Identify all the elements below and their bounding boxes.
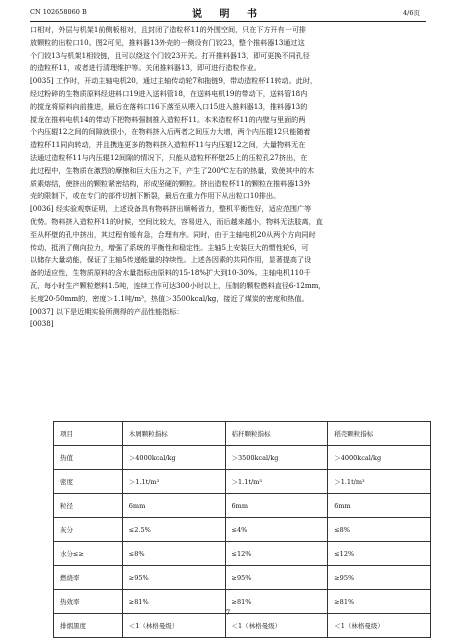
table-row [54,542,431,566]
table-row [54,566,431,590]
table-cell: ＜1（林格曼级） [122,614,225,638]
table-cell: 粒径 [54,494,123,518]
table-cell: 燃烧率 [54,566,123,590]
table-cell: 灰分 [54,518,123,542]
body-line: 至从杯壁的孔中挤出，其过程有缓有急，合理有序。同时，由于主轴电机20从两个方向同时 [30,229,316,239]
table-header-cell: 稻壳颗粒指标 [328,422,431,446]
body-line: 此过程中，生物质在激烈的摩擦和巨大压力之下，产生了200℃左右的热量，致使其中的木 [30,165,314,175]
table-cell: 水分≤≥ [54,542,123,566]
table-cell: ＜1（林格曼级） [328,614,431,638]
page-number: 7 [225,609,231,617]
header-rule [30,21,426,22]
body-line: 的搅龙将原料向前推进，最后在落料口16下落至从喂入口15进入推料器13，推料器13的 [30,101,308,111]
performance-table [53,421,431,638]
paragraph-0037: [0037] 以下是近期实验所测得的产品性能指标： [30,306,184,316]
body-line: 个内压辊12之间的间隙就很小，在物料挤入后两者之间压力大增，两个内压辊12只能随着 [30,127,311,137]
body-line: 口相对，外层与机架1前侧板相对，且封闭了造粒杯11的外围空间，只在下方开有一可排 [30,25,307,34]
table-row [54,446,431,470]
table-cell: ＞4000kcal/kg [122,446,225,470]
table-cell: 6mm [328,494,431,518]
table-cell: ≥95% [225,566,328,590]
body-line: 传动，抵消了侧向拉力，增强了系统的平衡性和稳定性。主轴5上安装巨大的惯性轮6，可 [30,242,309,252]
table-cell: ≥81% [225,590,328,614]
table-header-cell: 木屑颗粒指标 [122,422,225,446]
paragraph-0035: [0035] 工作时，开动主轴电机20，通过主轴传动轮7和拖链9，带动造粒杯11转动。此时， [30,76,318,86]
document-title: 说 明 书 [192,9,264,20]
body-line: 以储存大量动能，保证了主轴5传递能量的持续性。上述各因素的共同作用，显著提高了设 [30,255,312,265]
table-cell: ≤12% [225,542,328,566]
table-cell: ＞1.1t/m³ [328,470,431,494]
body-line: 放颗粒的出粒口10。图2可见，推料器13外壳的一侧设有门铰23，整个推料器13通过这 [30,37,305,47]
body-line: 优势。物料挤入造粒杯11的时候，空间比较大，容易进入，而后越来越小，物料无法肢离，直 [30,216,323,226]
table-cell: ＞1.1t/m³ [225,470,328,494]
body-line: 经过粉碎的生物质原料经进料口19进入送料管18，在送料电机19的带动下，送料管18内 [30,88,308,98]
table-cell: ≤12% [328,542,431,566]
body-line: 质素熔结，使挤出的颗粒紧密结构，形成坚硬的颗粒。挤出造粒杯11的颗粒在推料器13外 [30,178,311,188]
description-body [30,24,430,331]
table-header-row [54,422,431,446]
body-line: 壳的限制下，或在专门的部件切割下断裂，最后在重力作用下从出粒口10排出。 [30,191,281,201]
table-cell: 密度 [54,470,123,494]
paragraph-0036: [0036] 经实验观察证明，上述设备具有物料挤出顺畅省力，整机平衡性好，适应范围广等 [30,204,312,214]
table-cell: ≥81% [328,590,431,614]
body-line: 备的适应性，生物质原料的含水量指标由原料的15-18%扩大到10-30%。主轴电机110千 [30,268,311,278]
table-row [54,518,431,542]
table-cell: ≤8% [122,542,225,566]
table-cell: ＜1（林格曼级） [225,614,328,638]
body-line: 法通过造粒杯11与内压辊12间隙的情况下，只能从造粒杯杯壁25上的压粒孔27挤出，在 [30,152,308,162]
table-cell: 6mm [122,494,225,518]
table-cell: ＞4000kcal/kg [328,446,431,470]
table-cell: ＞1.1t/m³ [122,470,225,494]
table-cell: ≥81% [122,590,225,614]
table-cell: ≥95% [328,566,431,590]
body-line: 的造粒杯11，或者进行清理维护等。关闭推料器13，即可进行造粒作业。 [30,63,261,73]
table-cell: ≤2.5% [122,518,225,542]
table-row [54,494,431,518]
table-cell: 排烟黑度 [54,614,123,638]
body-line: 瓦，每小时生产颗粒燃料1.5吨，连续工作可达300小时以上，压制的颗粒燃料直径6-12mm， [30,280,326,290]
table-cell: ≥95% [122,566,225,590]
table-header-cell: 秸秆颗粒指标 [225,422,328,446]
paragraph-0038: [0038] [30,319,54,329]
table-row [54,470,431,494]
table-cell: ＞3500kcal/kg [225,446,328,470]
table-cell: 6mm [225,494,328,518]
body-line: 造粒杯11同向转动，并且携连更多的物料挤入造粒杯11与内压辊12之间，大量物料无在 [30,140,306,150]
body-line: 长度20-50mm的，密度＞1.1吨/m³，热值＞3500kcal/kg，接近了煤炭的密度和热值。 [30,293,309,303]
body-line: 个门铰13与机架1相铰链，且可以绕这个门铰23开关。打开推料器13，即可更换不同孔径 [30,50,310,60]
table-cell: 热值 [54,446,123,470]
page-label: 4/6页 [403,9,420,17]
table-cell: ≤4% [225,518,328,542]
document-number: CN 102658060 B [30,8,87,16]
table-header-cell: 项目 [54,422,123,446]
table-cell: ≤8% [328,518,431,542]
body-line: 搅龙在推料电机14的带动下把物料强制推入造粒杯11。本米造粒杯11的内壁与里面的两 [30,114,306,124]
table-cell: 热效率 [54,590,123,614]
